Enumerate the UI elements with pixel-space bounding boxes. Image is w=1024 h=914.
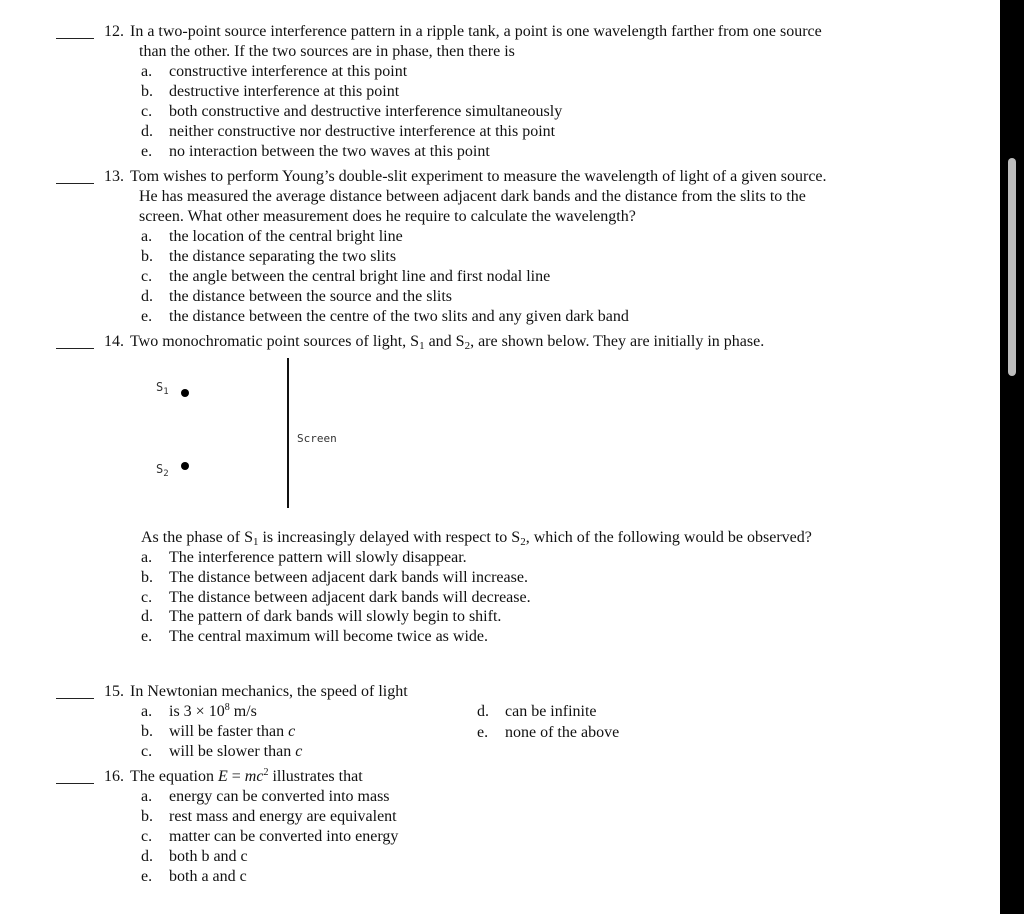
option-text: the angle between the central bright line and first nodal line xyxy=(169,268,551,285)
option-text: will be slower than xyxy=(169,743,296,760)
s2-label xyxy=(156,462,169,479)
option-letter: d. xyxy=(477,703,489,720)
option-text: the distance between the source and the slits xyxy=(169,288,453,305)
q13-option-b xyxy=(141,247,396,267)
q16-number: 16. xyxy=(104,768,124,785)
q15-stem xyxy=(104,682,408,702)
q12-stem-text: In a two-point source interference pattern in a ripple tank, a point is one wavelength farther from one source xyxy=(130,23,822,40)
q12-stem-line2: than the other. If the two sources are in phase, then there is xyxy=(139,43,515,60)
q14-option-b xyxy=(141,568,528,588)
option-letter: c. xyxy=(141,828,153,845)
subscript: 1 xyxy=(252,536,259,548)
answer-blank-12[interactable] xyxy=(56,38,94,39)
option-letter: b. xyxy=(141,248,153,265)
s1-subscript: 1 xyxy=(163,387,169,397)
q15-option-b xyxy=(141,722,295,742)
option-text: constructive interference at this point xyxy=(169,63,408,80)
superscript: 8 xyxy=(224,702,230,713)
q13-stem-line2: He has measured the average distance between adjacent dark bands and the distance from the slits to the xyxy=(139,188,806,205)
q14-stem-part: , are shown below. They are initially in phase. xyxy=(470,333,765,350)
q12-option-e xyxy=(141,142,490,162)
option-letter: b. xyxy=(141,723,153,740)
screen-line xyxy=(287,358,289,508)
source-s1-dot xyxy=(181,389,189,397)
option-text: the distance separating the two slits xyxy=(169,248,397,265)
variable-c: c xyxy=(295,743,303,760)
subscript: 2 xyxy=(520,536,526,548)
option-text: both constructive and destructive interference simultaneously xyxy=(169,103,563,120)
answer-blank-14[interactable] xyxy=(56,348,94,349)
vertical-scrollbar[interactable] xyxy=(1008,158,1016,376)
s2-subscript: 2 xyxy=(163,469,169,479)
q13-stem-line3: screen. What other measurement does he require to calculate the wavelength? xyxy=(139,208,636,225)
option-letter: a. xyxy=(141,788,153,805)
subscript: 1 xyxy=(419,340,425,352)
option-text: the distance between the centre of the two slits and any given dark band xyxy=(169,308,629,325)
option-letter: a. xyxy=(141,228,153,245)
q14-follow-part: , which of the following would be observed? xyxy=(525,529,812,546)
option-letter: d. xyxy=(141,288,153,305)
q16-stem-part: The equation xyxy=(130,768,218,785)
q14-option-c xyxy=(141,588,531,608)
option-letter: a. xyxy=(141,63,153,80)
option-text: neither constructive nor destructive interference at this point xyxy=(169,123,556,140)
q12-number: 12. xyxy=(104,23,124,40)
q14-follow-part: is increasingly delayed with respect to S xyxy=(258,529,521,546)
answer-blank-16[interactable] xyxy=(56,783,94,784)
q13-stem-text: Tom wishes to perform Young’s double-slit experiment to measure the wavelength of light of a given source. xyxy=(130,168,827,185)
q16-option-c xyxy=(141,827,398,847)
option-text: can be infinite xyxy=(505,703,597,720)
option-text: The pattern of dark bands will slowly begin to shift. xyxy=(169,608,502,625)
two-source-diagram xyxy=(150,356,370,511)
option-letter: b. xyxy=(141,569,153,586)
q15-option-a xyxy=(141,702,257,722)
screen-label: Screen xyxy=(297,432,337,445)
q13-option-d xyxy=(141,287,452,307)
q12-option-b xyxy=(141,82,399,102)
q14-follow-part: As the phase of S xyxy=(141,529,253,546)
q13-option-a xyxy=(141,227,403,247)
option-letter: d. xyxy=(141,848,153,865)
option-letter: e. xyxy=(141,868,153,885)
q14-stem-part: Two monochromatic point sources of light, S xyxy=(130,333,420,350)
answer-blank-13[interactable] xyxy=(56,183,94,184)
option-text: rest mass and energy are equivalent xyxy=(169,808,397,825)
subscript: 2 xyxy=(464,340,471,352)
q14-option-a xyxy=(141,548,467,568)
q12-stem-line1 xyxy=(104,22,822,42)
source-s2-dot xyxy=(181,462,189,470)
q14-number: 14. xyxy=(104,333,124,350)
q16-option-a xyxy=(141,787,390,807)
superscript: 2 xyxy=(263,767,269,778)
option-letter: e. xyxy=(141,308,153,325)
option-letter: b. xyxy=(141,808,153,825)
q16-option-b xyxy=(141,807,397,827)
q13-number: 13. xyxy=(104,168,124,185)
option-letter: c. xyxy=(141,268,153,285)
q14-option-d xyxy=(141,607,501,627)
option-text: The distance between adjacent dark bands will increase. xyxy=(169,569,528,586)
option-text: The interference pattern will slowly disappear. xyxy=(169,549,467,566)
equation-e: E xyxy=(217,768,228,785)
q14-option-e xyxy=(141,627,488,647)
answer-blank-15[interactable] xyxy=(56,698,94,699)
q13-option-c xyxy=(141,267,550,287)
option-text: The distance between adjacent dark bands will decrease. xyxy=(169,589,531,606)
option-text: will be faster than xyxy=(169,723,289,740)
option-text: no interaction between the two waves at this point xyxy=(169,143,490,160)
option-text: destructive interference at this point xyxy=(169,83,400,100)
option-text: is 3 × 10 xyxy=(169,703,225,720)
q12-option-a xyxy=(141,62,407,82)
option-letter: d. xyxy=(141,608,153,625)
q16-option-d xyxy=(141,847,248,867)
option-letter: d. xyxy=(141,123,153,140)
q15-option-d xyxy=(477,702,597,722)
q15-stem-text: In Newtonian mechanics, the speed of light xyxy=(130,683,408,700)
q14-stem xyxy=(104,332,764,352)
equation-equals: = xyxy=(227,768,245,785)
option-text: The central maximum will become twice as wide. xyxy=(169,628,488,645)
q16-stem-part: illustrates that xyxy=(268,768,363,785)
option-text: m/s xyxy=(229,703,257,720)
option-letter: e. xyxy=(477,724,489,741)
option-text: none of the above xyxy=(505,724,620,741)
option-text: both b and c xyxy=(169,848,248,865)
q13-stem-line1 xyxy=(104,167,827,187)
q15-option-c xyxy=(141,742,302,762)
option-letter: b. xyxy=(141,83,153,100)
q14-stem-part: and S xyxy=(424,333,465,350)
s1-label xyxy=(156,380,169,397)
q15-number: 15. xyxy=(104,683,124,700)
option-text: energy can be converted into mass xyxy=(169,788,390,805)
q13-option-e xyxy=(141,307,629,327)
q14-follow-up xyxy=(141,528,812,548)
option-letter: a. xyxy=(141,549,153,566)
option-text: matter can be converted into energy xyxy=(169,828,399,845)
option-text: both a and c xyxy=(169,868,247,885)
s1-letter: S xyxy=(156,380,164,394)
option-letter: a. xyxy=(141,703,153,720)
q12-option-c xyxy=(141,102,562,122)
q16-option-e xyxy=(141,867,247,887)
option-letter: e. xyxy=(141,143,153,160)
q12-option-d xyxy=(141,122,555,142)
equation-mc: mc xyxy=(244,768,264,785)
option-letter: c. xyxy=(141,743,153,760)
q15-option-e xyxy=(477,723,619,743)
q16-stem xyxy=(104,767,363,787)
variable-c: c xyxy=(288,723,296,740)
option-text: the location of the central bright line xyxy=(169,228,403,245)
s2-letter: S xyxy=(156,462,164,476)
option-letter: c. xyxy=(141,589,153,606)
option-letter: c. xyxy=(141,103,153,120)
option-letter: e. xyxy=(141,628,153,645)
